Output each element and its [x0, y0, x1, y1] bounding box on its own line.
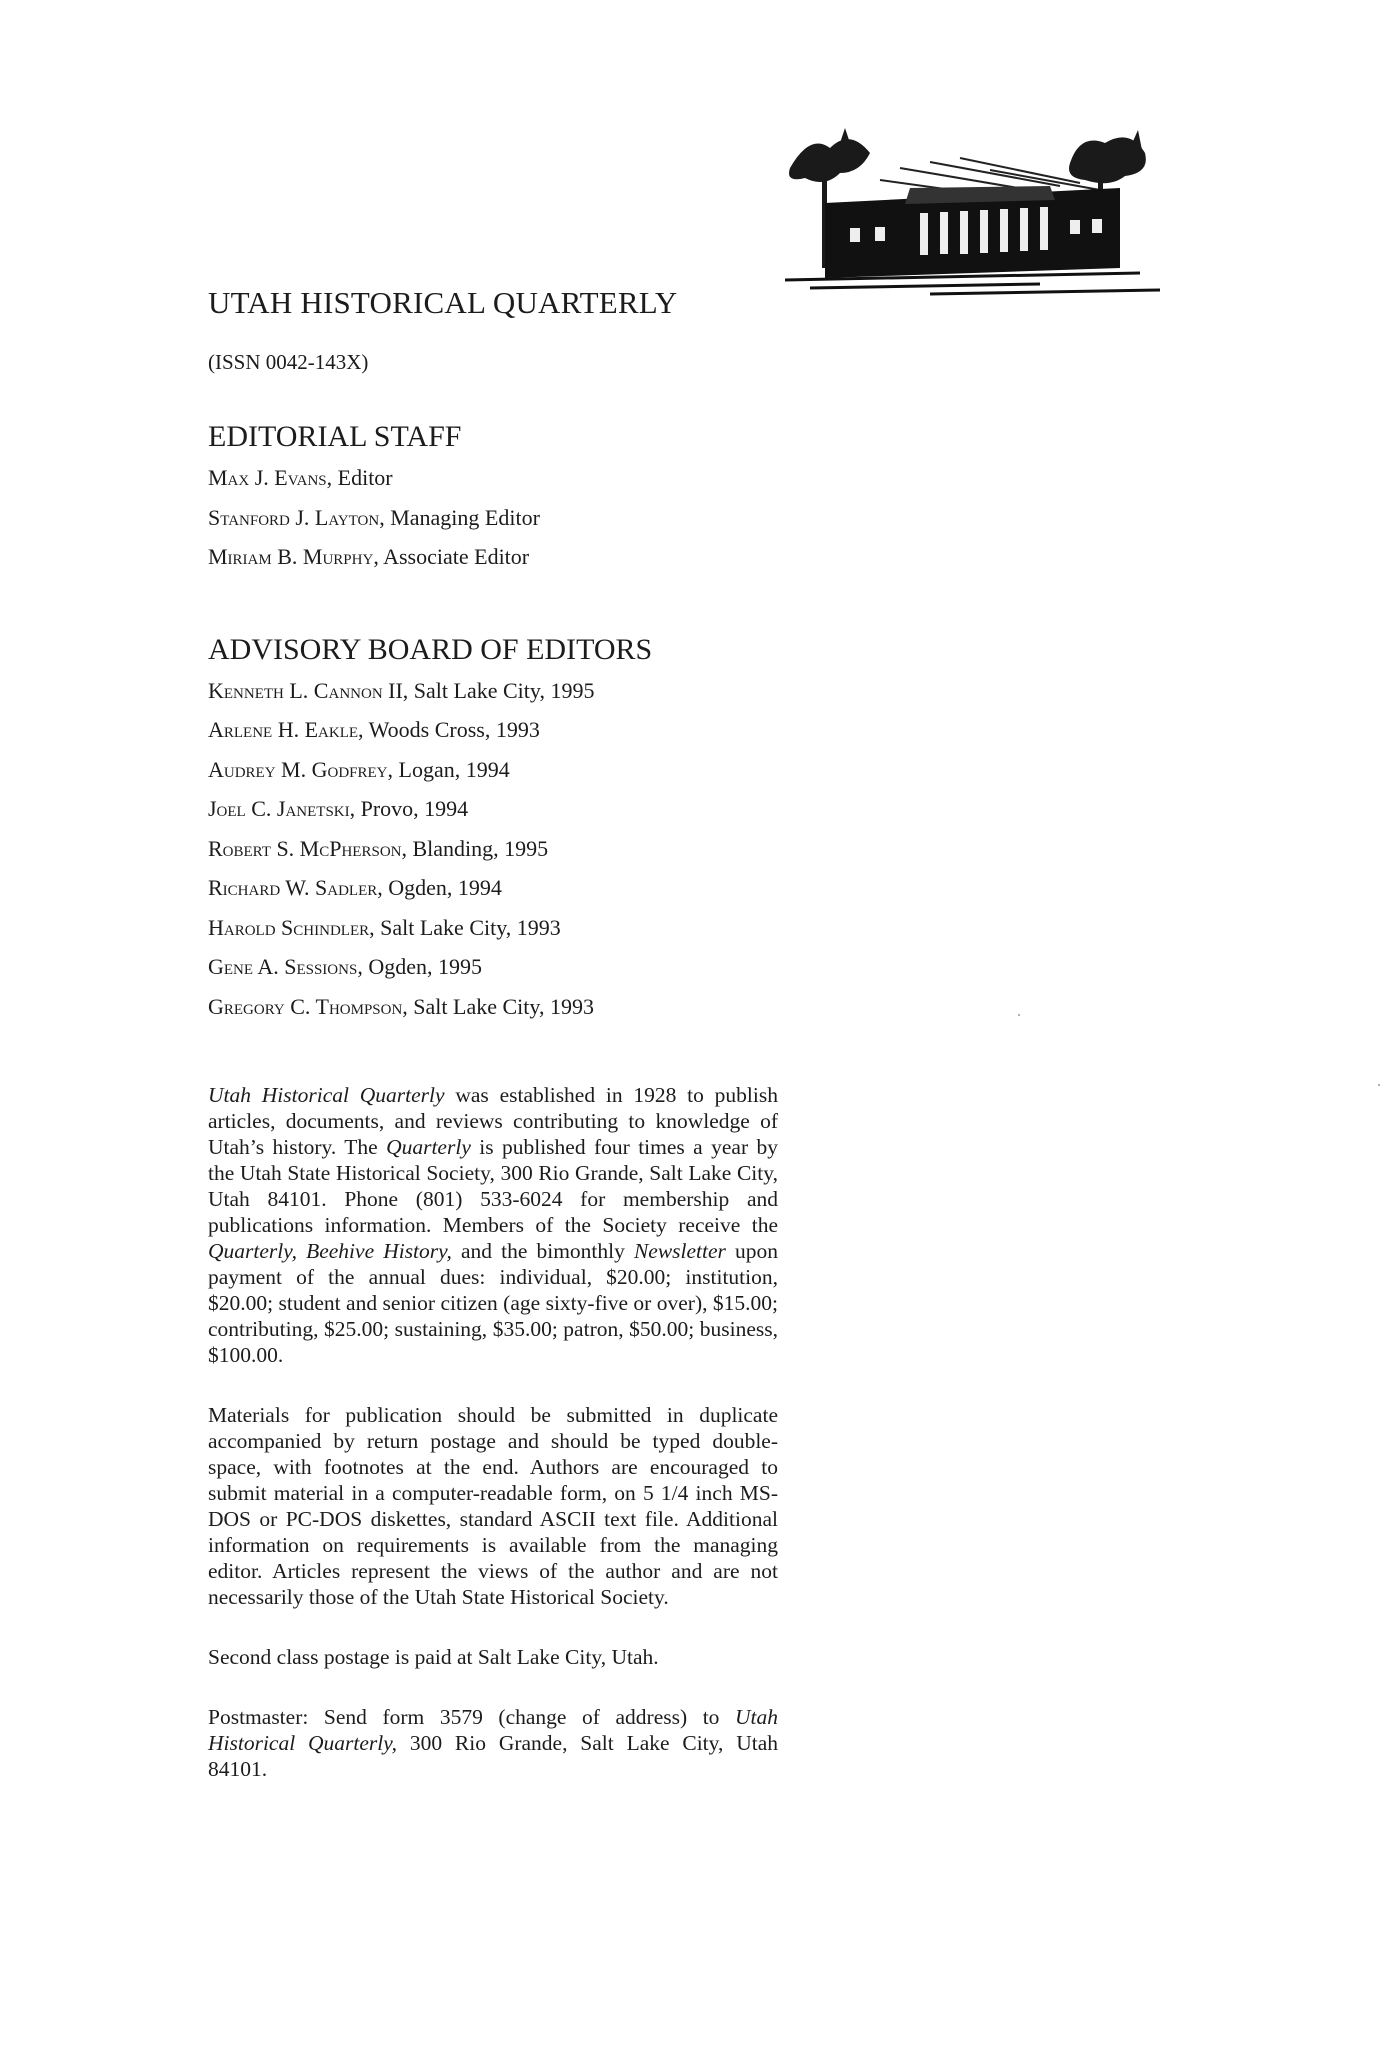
board-member-name: Robert S. McPherson — [208, 835, 402, 861]
quarterly-italic: Quarterly, — [208, 1239, 297, 1263]
staff-role: , Managing Editor — [379, 504, 540, 530]
board-member-detail: , Provo, 1994 — [349, 796, 469, 821]
staff-name: Miriam B. Murphy — [208, 544, 374, 569]
board-member — [208, 750, 778, 790]
board-member — [208, 947, 778, 987]
postage-paragraph: Second class postage is paid at Salt Lake City, Utah. — [208, 1645, 659, 1669]
submissions-paragraph: Materials for publication should be submitted in duplicate accompanied by return postage and should be typed double-space, with footnotes at the end. Authors are encouraged to submit material in a computer-readable form, on 5 1/4 inch MS-DOS or PC-DOS diskettes, standard ASCII text file. Additional information on requirements is available from the managing editor. Articles represent the views of the author and are not necessarily those of the Utah State Historical Society. — [208, 1403, 778, 1609]
advisory-board-list — [208, 671, 778, 1027]
staff-role: , Associate Editor — [373, 544, 530, 569]
board-member — [208, 987, 778, 1027]
scan-speck — [1378, 1084, 1380, 1086]
board-member-detail: , Blanding, 1995 — [401, 835, 549, 861]
editorial-staff-list — [208, 458, 778, 577]
about-text — [297, 1239, 306, 1263]
board-member-name: Richard W. Sadler — [208, 875, 378, 900]
building-illustration-icon — [780, 128, 1160, 298]
issn-number: (ISSN 0042-143X) — [208, 350, 369, 374]
staff-name: Stanford J. Layton — [208, 504, 380, 530]
staff-role: , Editor — [326, 465, 393, 490]
board-member — [208, 829, 778, 869]
quarterly-italic: Quarterly — [386, 1135, 471, 1159]
board-member-detail: , Logan, 1994 — [387, 756, 510, 782]
postmaster-text: 300 Rio Grande, Salt Lake City, Utah 84101. — [208, 1731, 778, 1781]
board-member-detail: , Salt Lake City, 1993 — [402, 993, 594, 1019]
board-member-detail: II, Salt Lake City, 1995 — [382, 677, 595, 703]
about-text: upon payment of the annual dues: individual, $20.00; institution, $20.00; student and senior citizen (age sixty-five or over), $15.00; contributing, $25.00; sustaining, $35.00; patron, $50.00; business, $100.00. — [208, 1239, 779, 1367]
board-member — [208, 868, 778, 908]
beehive-history-italic: Beehive History, — [306, 1239, 452, 1263]
board-member-name: Gene A. Sessions — [208, 954, 358, 979]
board-member-detail: , Woods Cross, 1993 — [358, 717, 540, 742]
masthead-content — [208, 280, 778, 1782]
journal-name-italic: Utah Historical Quarterly — [208, 1083, 445, 1107]
board-member-detail: , Ogden, 1994 — [377, 875, 502, 900]
staff-member — [208, 537, 778, 577]
board-member — [208, 710, 778, 750]
about-paragraph — [208, 1082, 778, 1368]
board-member — [208, 671, 778, 711]
advisory-board-heading: ADVISORY BOARD OF EDITORS — [208, 632, 653, 666]
board-member-detail: , Ogden, 1995 — [357, 954, 482, 979]
board-member — [208, 789, 778, 829]
board-member-name: Kenneth L. Cannon — [208, 677, 383, 703]
editorial-staff-heading: EDITORIAL STAFF — [208, 420, 462, 453]
journal-title: UTAH HISTORICAL QUARTERLY — [208, 285, 678, 320]
about-text: is published four times a year by the Utah State Historical Society, 300 Rio Grande, Salt Lake City, Utah 84101. Phone (801) 533-6024 for membership and publications information. Members of the Society receive the — [208, 1135, 778, 1237]
board-member-name: Joel C. Janetski — [208, 796, 350, 821]
postmaster-paragraph — [208, 1704, 778, 1782]
about-text: and the bimonthly — [451, 1239, 634, 1263]
postmaster-text: Postmaster: Send form 3579 (change of address) to — [208, 1705, 735, 1729]
board-member-name: Harold Schindler — [208, 914, 370, 940]
board-member-detail: , Salt Lake City, 1993 — [369, 914, 561, 940]
board-member — [208, 908, 778, 948]
about-text: was established in 1928 to publish articles, documents, and reviews contributing to knowledge of Utah’s history. The — [208, 1083, 778, 1159]
scan-speck — [1018, 1014, 1020, 1016]
board-member-name: Gregory C. Thompson — [208, 993, 403, 1019]
board-member-name: Audrey M. Godfrey — [208, 756, 388, 782]
staff-member — [208, 498, 778, 538]
board-member-name: Arlene H. Eakle — [208, 717, 359, 742]
journal-name-italic: Utah Historical Quarterly, — [208, 1705, 778, 1755]
staff-name: Max J. Evans — [208, 465, 327, 490]
staff-member — [208, 458, 778, 498]
newsletter-italic: Newsletter — [633, 1239, 726, 1263]
